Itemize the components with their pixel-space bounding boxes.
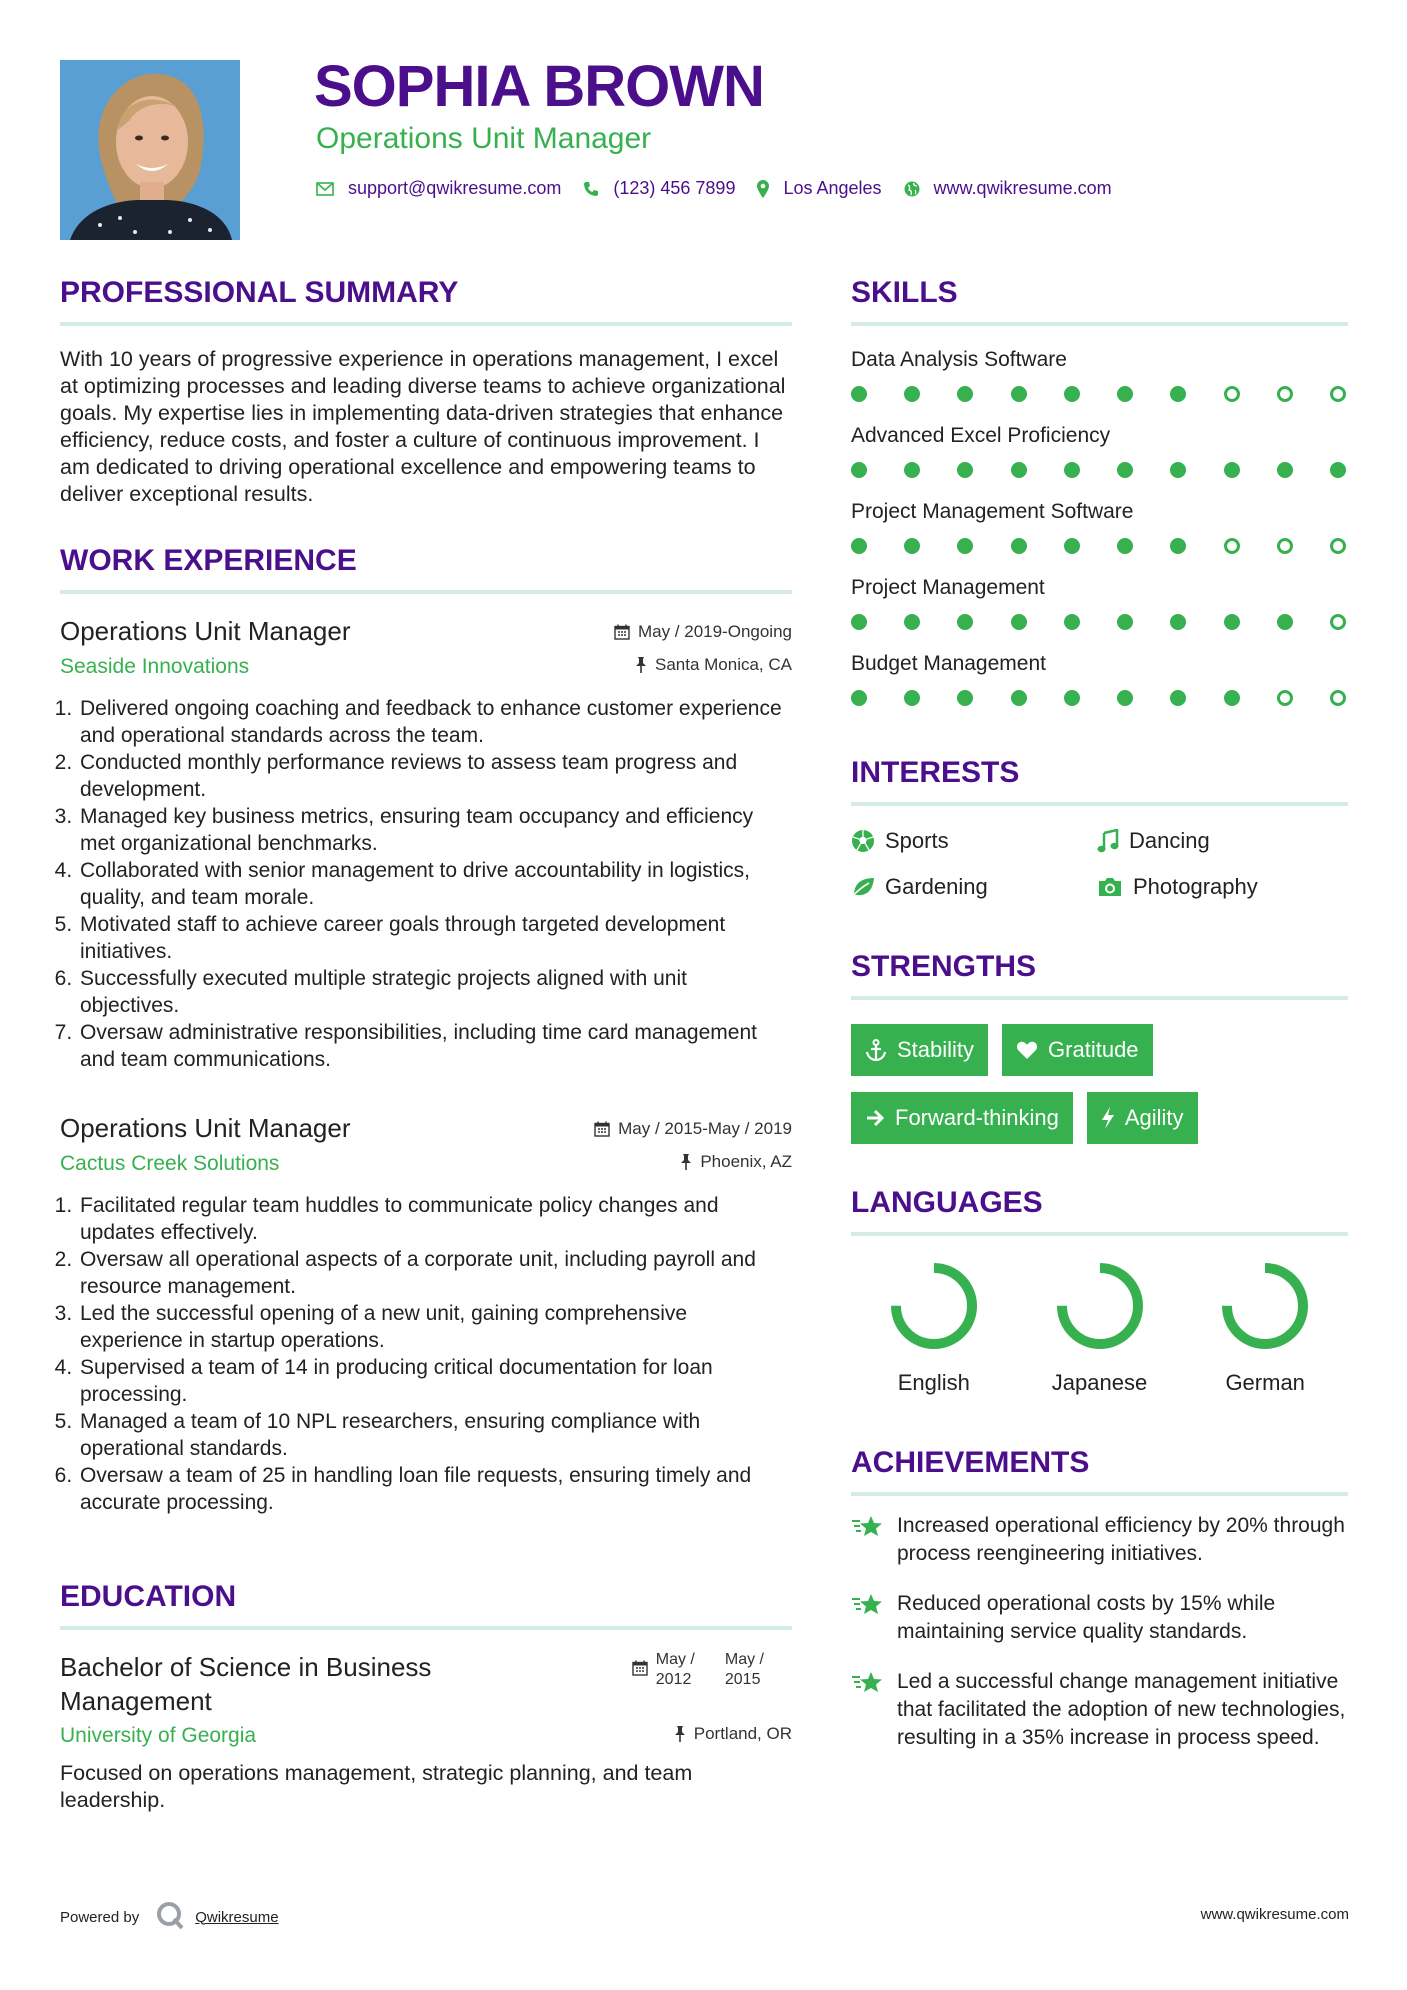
list-item: 4. Collaborated with senior management to drive accountability in logistics, quality, and team morale.: [78, 857, 792, 911]
skills-section: [851, 278, 1348, 706]
rating-dot-filled: [1011, 614, 1027, 630]
list-item: 3. Led the successful opening of a new unit, gaining comprehensive experience in startup operations.: [78, 1300, 792, 1354]
rating-dot-filled: [851, 462, 867, 478]
skill-rating: [851, 538, 1348, 554]
achievement-text: Reduced operational costs by 15% while maintaining service quality standards.: [897, 1592, 1276, 1643]
job-date: May / 2019-Ongoing: [637, 622, 792, 641]
school-name: University of Georgia: [60, 1724, 257, 1747]
interest-item: [1097, 828, 1343, 854]
anchor-icon: [865, 1039, 887, 1061]
rating-dot-filled: [904, 690, 920, 706]
footer-powered-by: [60, 1900, 279, 1934]
footer-website[interactable]: www.qwikresume.com: [1200, 1906, 1349, 1923]
pin-icon: [635, 657, 647, 673]
job-company: Cactus Creek Solutions: [60, 1152, 280, 1175]
heart-icon: [1016, 1040, 1038, 1060]
strength-label: Forward-thinking: [895, 1105, 1059, 1130]
phone-number[interactable]: (123) 456 7899: [613, 178, 736, 198]
rating-dot-filled: [1064, 462, 1080, 478]
rating-dot-filled: [1117, 386, 1133, 402]
skill-rating: [851, 386, 1348, 402]
job-date: May / 2015-May / 2019: [618, 1119, 792, 1138]
strength-badge: [1087, 1092, 1198, 1144]
section-divider: [851, 1492, 1348, 1496]
experience-heading: WORK EXPERIENCE: [60, 544, 357, 577]
language-item: [1182, 1258, 1348, 1396]
strengths-section: [851, 952, 1348, 1152]
rating-dot-filled: [1011, 538, 1027, 554]
rating-dot-empty: [1330, 386, 1346, 402]
star-icon: [851, 1515, 883, 1568]
section-divider: [851, 1232, 1348, 1236]
calendar-icon: [614, 624, 630, 640]
rating-dot-filled: [904, 538, 920, 554]
job-location: Phoenix, AZ: [700, 1152, 792, 1171]
rating-dot-filled: [957, 614, 973, 630]
achievements-heading: ACHIEVEMENTS: [851, 1446, 1090, 1479]
language-level-ring: [1052, 1258, 1148, 1354]
rating-dot-filled: [1117, 690, 1133, 706]
skill-item: [851, 500, 1348, 554]
skill-item: [851, 576, 1348, 630]
language-name: German: [1225, 1370, 1305, 1395]
language-item: [851, 1258, 1017, 1396]
left-column: [60, 278, 792, 1814]
rating-dot-empty: [1224, 386, 1240, 402]
strength-badge: [851, 1024, 988, 1076]
strength-badge: [851, 1092, 1073, 1144]
skills-list: [851, 348, 1348, 706]
rating-dot-filled: [1064, 614, 1080, 630]
list-item: 2. Oversaw all operational aspects of a corporate unit, including payroll and resource management.: [78, 1246, 792, 1300]
language-level-arc: [1062, 1268, 1138, 1344]
summary-heading: PROFESSIONAL SUMMARY: [60, 276, 459, 309]
rating-dot-filled: [851, 614, 867, 630]
skill-name: Advanced Excel Proficiency: [851, 424, 1111, 447]
education-description: Focused on operations management, strategic planning, and team leadership.: [60, 1761, 693, 1812]
rating-dot-filled: [1170, 538, 1186, 554]
list-item: 6. Oversaw a team of 25 in handling loan file requests, ensuring timely and accurate processing.: [78, 1462, 792, 1516]
rating-dot-filled: [1011, 386, 1027, 402]
skills-heading: SKILLS: [851, 276, 958, 309]
rating-dot-filled: [1277, 614, 1293, 630]
rating-dot-filled: [1277, 462, 1293, 478]
edu-start-year: 2012: [655, 1671, 692, 1688]
rating-dot-filled: [851, 386, 867, 402]
rating-dot-filled: [1117, 462, 1133, 478]
rating-dot-filled: [1011, 462, 1027, 478]
achievement-text: Increased operational efficiency by 20% through process reengineering initiatives.: [897, 1514, 1345, 1565]
summary-section: [60, 278, 792, 508]
envelope-icon: [316, 182, 334, 196]
interest-label: Sports: [885, 828, 949, 853]
rating-dot-filled: [851, 538, 867, 554]
language-level-ring: [1217, 1258, 1313, 1354]
rating-dot-filled: [1117, 614, 1133, 630]
rating-dot-filled: [1117, 538, 1133, 554]
calendar-icon: [594, 1121, 610, 1137]
phone-icon: [583, 181, 599, 197]
list-item: 5. Managed a team of 10 NPL researchers, ensuring compliance with operational standards.: [78, 1408, 792, 1462]
contact-row: [316, 178, 1134, 199]
rating-dot-filled: [1170, 614, 1186, 630]
profile-photo: [60, 60, 240, 240]
rating-dot-filled: [1224, 614, 1240, 630]
language-item: [1017, 1258, 1183, 1396]
calendar-icon: [632, 1660, 648, 1676]
strength-badge: [1002, 1024, 1153, 1076]
summary-text: With 10 years of progressive experience in operations management, I excel at optimizing processes and leading diverse teams to achieve organizational goals. My expertise lies in implementing data-driven strategies that enhance efficiency, reduce costs, and foster a culture of continuous improvement. I am dedicated to driving operational excellence and empowering teams to deliver exceptional results.: [60, 347, 786, 506]
achievement-text: Led a successful change management initiative that facilitated the adoption of new technologies, resulting in a 35% increase in process speed.: [897, 1670, 1346, 1749]
rating-dot-filled: [957, 386, 973, 402]
section-divider: [60, 322, 792, 326]
star-icon: [851, 1671, 883, 1752]
strength-label: Gratitude: [1048, 1037, 1139, 1062]
skill-item: [851, 424, 1348, 478]
interest-label: Gardening: [885, 874, 988, 899]
skill-name: Data Analysis Software: [851, 348, 1067, 371]
leaf-icon: [851, 876, 875, 898]
language-level-arc: [896, 1268, 972, 1344]
rating-dot-filled: [1170, 386, 1186, 402]
education-entry: [60, 1650, 792, 1814]
rating-dot-empty: [1277, 386, 1293, 402]
job-title: Operations Unit Manager: [60, 616, 351, 646]
right-column: [851, 278, 1348, 1752]
rating-dot-filled: [904, 614, 920, 630]
school-location: Portland, OR: [693, 1724, 792, 1743]
language-level-ring: [886, 1258, 982, 1354]
list-item: 7. Oversaw administrative responsibilities, including time card management and team communications.: [78, 1019, 792, 1073]
website-link[interactable]: www.qwikresume.com: [933, 178, 1112, 198]
rating-dot-filled: [1224, 690, 1240, 706]
skill-rating: [851, 462, 1348, 478]
achievement-item: [851, 1512, 1348, 1568]
interest-item: [851, 874, 1097, 900]
interests-section: [851, 758, 1348, 900]
degree-title: Bachelor of Science in Business Management: [60, 1652, 432, 1716]
rating-dot-filled: [851, 690, 867, 706]
achievement-item: [851, 1590, 1348, 1646]
list-item: 6. Successfully executed multiple strategic projects aligned with unit objectives.: [78, 965, 792, 1019]
job-title: Operations Unit Manager: [60, 1113, 351, 1143]
job-location: Santa Monica, CA: [654, 655, 792, 674]
section-divider: [851, 996, 1348, 1000]
job-bullets: [60, 695, 792, 1073]
rating-dot-filled: [904, 386, 920, 402]
rating-dot-empty: [1330, 690, 1346, 706]
skill-item: [851, 652, 1348, 706]
qwikresume-logo-icon: [155, 1900, 185, 1934]
rating-dot-filled: [957, 462, 973, 478]
language-level-arc: [1227, 1268, 1303, 1344]
rating-dot-empty: [1224, 538, 1240, 554]
globe-icon: [904, 181, 920, 197]
map-marker-icon: [757, 180, 769, 198]
interest-label: Dancing: [1129, 828, 1210, 853]
language-name: Japanese: [1051, 1370, 1148, 1395]
rating-dot-filled: [957, 538, 973, 554]
camera-icon: [1097, 876, 1123, 898]
job-company: Seaside Innovations: [60, 655, 250, 678]
skill-name: Budget Management: [851, 652, 1046, 675]
rating-dot-filled: [904, 462, 920, 478]
rating-dot-filled: [1170, 690, 1186, 706]
skill-item: [851, 348, 1348, 402]
list-item: 4. Supervised a team of 14 in producing critical documentation for loan processing.: [78, 1354, 792, 1408]
interest-label: Photography: [1133, 874, 1258, 899]
arrow-right-icon: [865, 1108, 885, 1128]
rating-dot-empty: [1277, 538, 1293, 554]
rating-dot-empty: [1330, 538, 1346, 554]
soccer-ball-icon: [851, 829, 875, 853]
rating-dot-empty: [1330, 614, 1346, 630]
languages-heading: LANGUAGES: [851, 1186, 1043, 1219]
pin-icon: [674, 1726, 686, 1742]
education-heading: EDUCATION: [60, 1580, 237, 1613]
location-text: Los Angeles: [783, 178, 882, 198]
edu-start-month: May /: [655, 1651, 695, 1668]
edu-end-year: 2015: [724, 1671, 761, 1688]
interests-heading: INTERESTS: [851, 756, 1020, 789]
rating-dot-filled: [1224, 462, 1240, 478]
section-divider: [60, 1626, 792, 1630]
list-item: 1. Facilitated regular team huddles to communicate policy changes and updates effectively.: [78, 1192, 792, 1246]
rating-dot-filled: [1064, 538, 1080, 554]
section-divider: [60, 590, 792, 594]
qwikresume-link[interactable]: Qwikresume: [195, 1908, 279, 1926]
star-icon: [851, 1593, 883, 1646]
languages-section: [851, 1188, 1348, 1396]
list-item: 3. Managed key business metrics, ensuring team occupancy and efficiency met organizational benchmarks.: [78, 803, 792, 857]
interest-item: [1097, 874, 1343, 900]
skill-rating: [851, 690, 1348, 706]
language-name: English: [897, 1370, 970, 1395]
powered-by-label: Powered by: [60, 1908, 140, 1926]
strength-label: Stability: [897, 1037, 975, 1062]
music-note-icon: [1097, 829, 1119, 853]
candidate-name: SOPHIA BROWN: [314, 54, 764, 119]
section-divider: [851, 802, 1348, 806]
skill-rating: [851, 614, 1348, 630]
edu-end-month: May /: [724, 1651, 764, 1668]
strength-label: Agility: [1124, 1105, 1184, 1130]
rating-dot-filled: [1330, 462, 1346, 478]
candidate-title: Operations Unit Manager: [316, 122, 652, 155]
achievement-item: [851, 1668, 1348, 1752]
job-entry: [60, 616, 792, 1073]
list-item: 1. Delivered ongoing coaching and feedback to enhance customer experience and operational standards across the team.: [78, 695, 792, 749]
rating-dot-empty: [1277, 690, 1293, 706]
pin-icon: [680, 1154, 692, 1170]
section-divider: [851, 322, 1348, 326]
experience-section: [60, 546, 792, 1516]
email-link[interactable]: support@qwikresume.com: [348, 178, 562, 198]
rating-dot-filled: [1011, 690, 1027, 706]
list-item: 2. Conducted monthly performance reviews to assess team progress and development.: [78, 749, 792, 803]
languages-list: [851, 1258, 1348, 1396]
skill-name: Project Management: [851, 576, 1045, 599]
job-entry: [60, 1113, 792, 1516]
achievements-section: [851, 1448, 1348, 1752]
skill-name: Project Management Software: [851, 500, 1134, 523]
rating-dot-filled: [1170, 462, 1186, 478]
interest-item: [851, 828, 1097, 854]
education-section: [60, 1582, 792, 1814]
rating-dot-filled: [1064, 690, 1080, 706]
list-item: 5. Motivated staff to achieve career goals through targeted development initiatives.: [78, 911, 792, 965]
rating-dot-filled: [957, 690, 973, 706]
bolt-icon: [1101, 1107, 1115, 1129]
strengths-heading: STRENGTHS: [851, 950, 1037, 983]
rating-dot-filled: [1064, 386, 1080, 402]
job-bullets: [60, 1192, 792, 1516]
